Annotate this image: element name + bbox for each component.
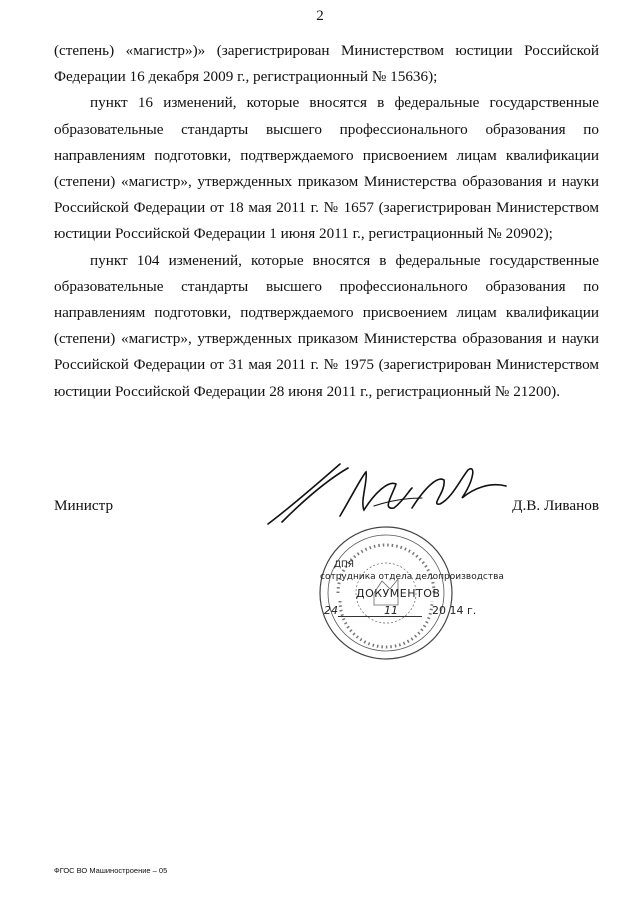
stamp-date-day: 24	[324, 604, 338, 617]
stamp-line-3: ДОКУМЕНТОВ	[356, 587, 441, 600]
signature-block	[54, 497, 599, 527]
signer-title: Министр	[54, 497, 114, 514]
document-footer: ФГОС ВО Машиностроение – 05	[54, 866, 168, 875]
date-divider-2	[372, 616, 422, 617]
stamp-date-year: 20 14 г.	[432, 604, 477, 617]
stamp-date-month: 11	[384, 604, 398, 617]
document-body	[54, 38, 599, 405]
paragraph-item-104: пункт 104 изменений, которые вносятся в федеральные государственные образовательные стандарты высшего профессионального образования по направлениям подготовки, подтверждаемого присвоением лицам квалификации (степени) «магистр», утвержденных приказом Министерства образования и науки Российской Федерации от 31 мая 2011 г. № 1975 (зарегистрирован Министерством юстиции Российской Федерации 28 июня 2011 г., регистрационный № 21200).	[54, 251, 599, 400]
signer-name: Д.В. Ливанов	[512, 497, 599, 514]
paragraph-continuation: (степень) «магистр»)» (зарегистрирован Министерством юстиции Российской Федерации 16 декабря 2009 г., регистрационный № 15636);	[54, 42, 599, 86]
stamp-line-1: ДПЯ	[334, 560, 355, 570]
stamp-date	[320, 604, 495, 622]
paragraph-item-16: пункт 16 изменений, которые вносятся в федеральные государственные образовательные стандарты высшего профессионального образования по направлениям подготовки, подтверждаемого присвоением лицам квалификации (степени) «магистр», утвержденных приказом Министерства образования и науки Российской Федерации от 18 мая 2011 г. № 1657 (зарегистрирован Министерством юстиции Российской Федерации 1 июня 2011 г., регистрационный № 20902);	[54, 94, 599, 243]
stamp-line-2: сотрудника отдела делопроизводства	[320, 572, 504, 582]
page-number: 2	[316, 8, 324, 24]
stamp-text	[320, 560, 504, 620]
